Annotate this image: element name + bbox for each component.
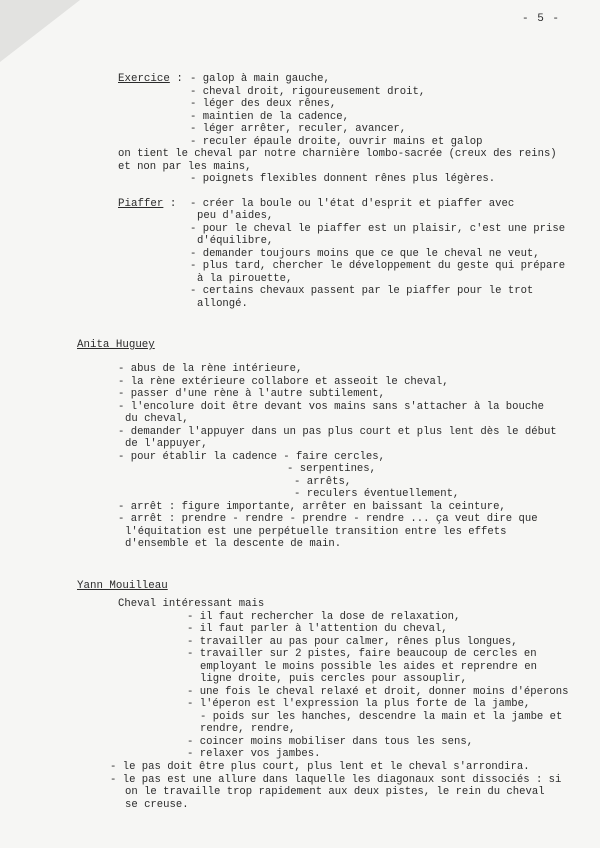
- exercice-item: - léger arrêter, reculer, avancer,: [190, 123, 407, 135]
- anita-line: - arrêts,: [294, 476, 352, 488]
- anita-line: - serpentines,: [287, 463, 377, 475]
- exercice-colon: :: [169, 73, 190, 85]
- yann-line: - une fois le cheval relaxé et droit, donner moins d'éperons: [187, 686, 569, 698]
- anita-line: l'équitation est une perpétuelle transition entre les effets: [125, 526, 507, 538]
- piaffer-line: - certains chevaux passent par le piaffer pour le trot: [190, 285, 534, 297]
- piaffer-line: - plus tard, chercher le développement du geste qui prépare: [190, 260, 566, 272]
- yann-line: - l'éperon est l'expression la plus forte de la jambe,: [187, 698, 531, 710]
- yann-line: - poids sur les hanches, descendre la main et la jambe et: [200, 711, 563, 723]
- exercice-heading: Exercice: [118, 73, 170, 85]
- piaffer-colon: :: [163, 198, 183, 210]
- anita-line: - arrêt : figure importante, arrêter en baissant la ceinture,: [118, 501, 506, 513]
- yann-line: - le pas doit être plus court, plus lent et le cheval s'arrondira.: [110, 761, 530, 773]
- anita-line: du cheval,: [125, 413, 189, 425]
- piaffer-line: - créer la boule ou l'état d'esprit et piaffer avec: [190, 198, 515, 210]
- yann-line: - travailler sur 2 pistes, faire beaucoup de cercles en: [187, 648, 537, 660]
- piaffer-line: - pour le cheval le piaffer est un plaisir, c'est une prise: [190, 223, 566, 235]
- piaffer-heading-line: [118, 198, 183, 211]
- anita-line: - l'encolure doit être devant vos mains sans s'attacher à la bouche: [118, 401, 544, 413]
- page-number: - 5 -: [522, 13, 561, 25]
- anita-line: - reculers éventuellement,: [294, 488, 460, 500]
- yann-line: - il faut rechercher la dose de relaxation,: [187, 611, 461, 623]
- anita-heading: Anita Huguey: [77, 339, 155, 351]
- exercice-note: et non par les mains,: [118, 161, 252, 173]
- yann-line: employant le moins possible les aides et reprendre en: [200, 661, 537, 673]
- yann-line: se creuse.: [125, 799, 189, 811]
- yann-line: ligne droite, puis cercles pour assouplir,: [200, 673, 468, 685]
- exercice-item: - galop à main gauche,: [190, 73, 330, 85]
- yann-line: - coincer moins mobiliser dans tous les sens,: [187, 736, 474, 748]
- exercice-item: - cheval droit, rigoureusement droit,: [190, 86, 426, 98]
- piaffer-heading: Piaffer: [118, 198, 164, 210]
- yann-line: - relaxer vos jambes.: [187, 748, 321, 760]
- yann-line: on le travaille trop rapidement aux deux pistes, le rein du cheval: [125, 786, 545, 798]
- page-corner-fold: [0, 0, 80, 62]
- exercice-item: - léger des deux rênes,: [190, 98, 337, 110]
- piaffer-line: peu d'aides,: [197, 210, 274, 222]
- yann-line: - il faut parler à l'attention du cheval,: [187, 623, 448, 635]
- anita-line: - la rène extérieure collabore et asseoit le cheval,: [118, 376, 449, 388]
- yann-line: - le pas est une allure dans laquelle les diagonaux sont dissociés : si: [110, 774, 562, 786]
- piaffer-line: - demander toujours moins que ce que le cheval ne veut,: [190, 248, 540, 260]
- piaffer-line: à la pirouette,: [197, 273, 293, 285]
- anita-line: - pour établir la cadence - faire cercles,: [118, 451, 386, 463]
- piaffer-line: d'équilibre,: [197, 235, 274, 247]
- exercice-note: on tient le cheval par notre charnière lombo-sacrée (creux des reins): [118, 148, 557, 160]
- piaffer-line: allongé.: [197, 298, 248, 310]
- exercice-item: - poignets flexibles donnent rênes plus légères.: [190, 173, 496, 185]
- exercice-item: - maintien de la cadence,: [190, 111, 349, 123]
- exercice-heading-line: [118, 73, 189, 86]
- anita-line: - passer d'une rène à l'autre subtilement,: [118, 388, 386, 400]
- yann-heading: Yann Mouilleau: [77, 580, 168, 592]
- anita-line: - demander l'appuyer dans un pas plus court et plus lent dès le début: [118, 426, 557, 438]
- yann-line: - travailler au pas pour calmer, rênes plus longues,: [187, 636, 518, 648]
- anita-line: de l'appuyer,: [125, 438, 208, 450]
- anita-line: d'ensemble et la descente de main.: [125, 538, 342, 550]
- anita-line: - arrêt : prendre - rendre - prendre - rendre ... ça veut dire que: [118, 513, 538, 525]
- yann-line: rendre, rendre,: [200, 723, 296, 735]
- exercice-item: - reculer épaule droite, ouvrir mains et galop: [190, 136, 483, 148]
- yann-intro: Cheval intéressant mais: [118, 598, 265, 610]
- anita-line: - abus de la rène intérieure,: [118, 363, 303, 375]
